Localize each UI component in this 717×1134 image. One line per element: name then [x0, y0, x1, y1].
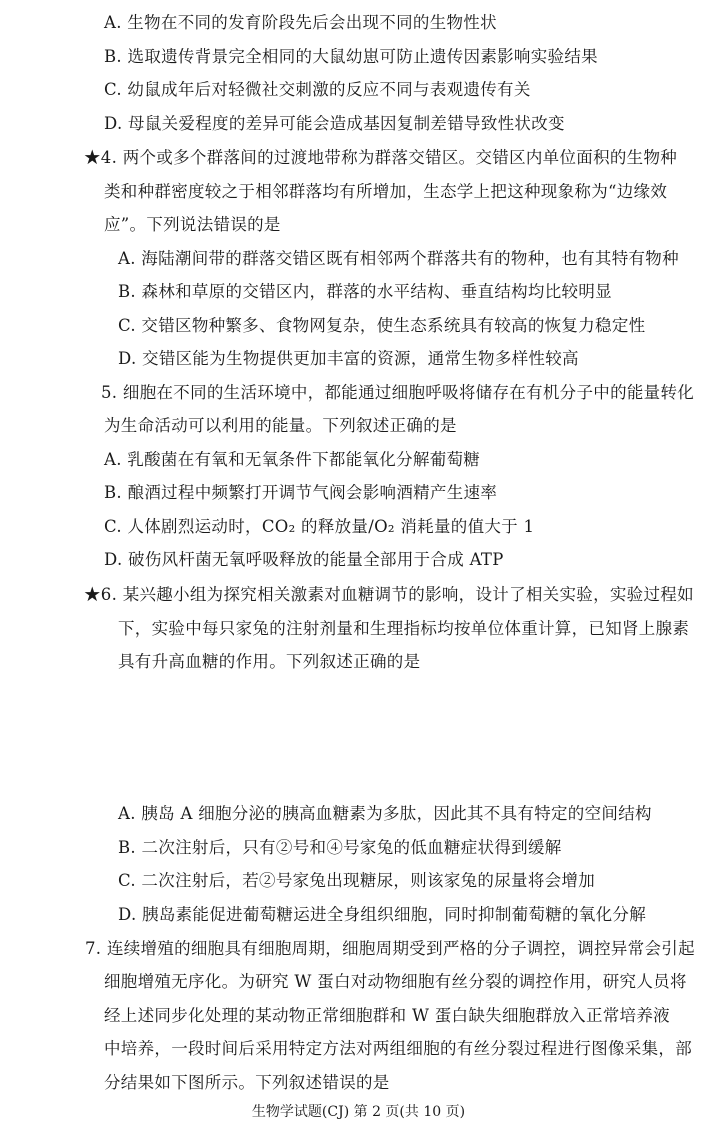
q4-option-d: D. 交错区能为生物提供更加丰富的资源，通常生物多样性较高 [118, 349, 579, 368]
q6-stem-line-2: 下，实验中每只家兔的注射剂量和生理指标均按单位体重计算，已知肾上腺素 [118, 619, 690, 638]
q4-stem-line-2: 类和种群密度较之于相邻群落均有所增加，生态学上把这种现象称为“边缘效 [104, 182, 668, 201]
q7-stem-line-2: 细胞增殖无序化。为研究 W 蛋白对动物细胞有丝分裂的调控作用，研究人员将 [104, 972, 687, 991]
q5-option-b: B. 酿酒过程中频繁打开调节气阀会影响酒精产生速率 [104, 483, 498, 502]
q6-figure-area [100, 688, 700, 788]
q7-stem-line-4: 中培养，一段时间后采用特定方法对两组细胞的有丝分裂过程进行图像采集，部 [104, 1039, 692, 1058]
q4-stem-line-3: 应”。下列说法错误的是 [104, 215, 281, 234]
q7-stem-line-1: 7. 连续增殖的细胞具有细胞周期，细胞周期受到严格的分子调控，调控异常会引起 [85, 939, 695, 958]
q3-option-c: C. 幼鼠成年后对轻微社交刺激的反应不同与表观遗传有关 [104, 80, 531, 99]
q7-stem-line-5: 分结果如下图所示。下列叙述错误的是 [104, 1073, 390, 1092]
q3-option-b: B. 选取遗传背景完全相同的大鼠幼崽可防止遗传因素影响实验结果 [104, 47, 598, 66]
q5-option-c: C. 人体剧烈运动时，CO₂ 的释放量/O₂ 消耗量的值大于 1 [104, 517, 535, 536]
q5-stem-line-2: 为生命活动可以利用的能量。下列叙述正确的是 [104, 416, 457, 435]
q6-stem-line-3: 具有升高血糖的作用。下列叙述正确的是 [118, 652, 421, 671]
q6-option-b: B. 二次注射后，只有②号和④号家兔的低血糖症状得到缓解 [118, 838, 562, 857]
q6-option-c: C. 二次注射后，若②号家兔出现糖尿，则该家兔的尿量将会增加 [118, 871, 596, 890]
q5-stem-line-1: 5. 细胞在不同的生活环境中，都能通过细胞呼吸将储存在有机分子中的能量转化 [101, 383, 695, 402]
q4-option-c: C. 交错区物种繁多、食物网复杂，使生态系统具有较高的恢复力稳定性 [118, 316, 646, 335]
q7-stem-line-3: 经上述同步化处理的某动物正常细胞群和 W 蛋白缺失细胞群放入正常培养液 [104, 1006, 670, 1025]
q6-stem-line-1: ★6. 某兴趣小组为探究相关激素对血糖调节的影响，设计了相关实验，实验过程如 [84, 585, 694, 604]
q4-option-a: A. 海陆潮间带的群落交错区既有相邻两个群落共有的物种，也有其特有物种 [118, 249, 679, 268]
q3-option-d: D. 母鼠关爱程度的差异可能会造成基因复制差错导致性状改变 [104, 114, 565, 133]
q5-option-d: D. 破伤风杆菌无氧呼吸释放的能量全部用于合成 ATP [104, 550, 504, 569]
q6-option-d: D. 胰岛素能促进葡萄糖运进全身组织细胞，同时抑制葡萄糖的氧化分解 [118, 905, 647, 924]
q4-option-b: B. 森林和草原的交错区内，群落的水平结构、垂直结构均比较明显 [118, 282, 612, 301]
q6-option-a: A. 胰岛 A 细胞分泌的胰高血糖素为多肽，因此其不具有特定的空间结构 [118, 804, 652, 823]
page-footer: 生物学试题(CJ) 第 2 页(共 10 页) [251, 1104, 466, 1120]
q3-option-a: A. 生物在不同的发育阶段先后会出现不同的生物性状 [104, 13, 497, 32]
q5-option-a: A. 乳酸菌在有氧和无氧条件下都能氧化分解葡萄糖 [104, 450, 481, 469]
q4-stem-line-1: ★4. 两个或多个群落间的过渡地带称为群落交错区。交错区内单位面积的生物种 [84, 148, 678, 167]
